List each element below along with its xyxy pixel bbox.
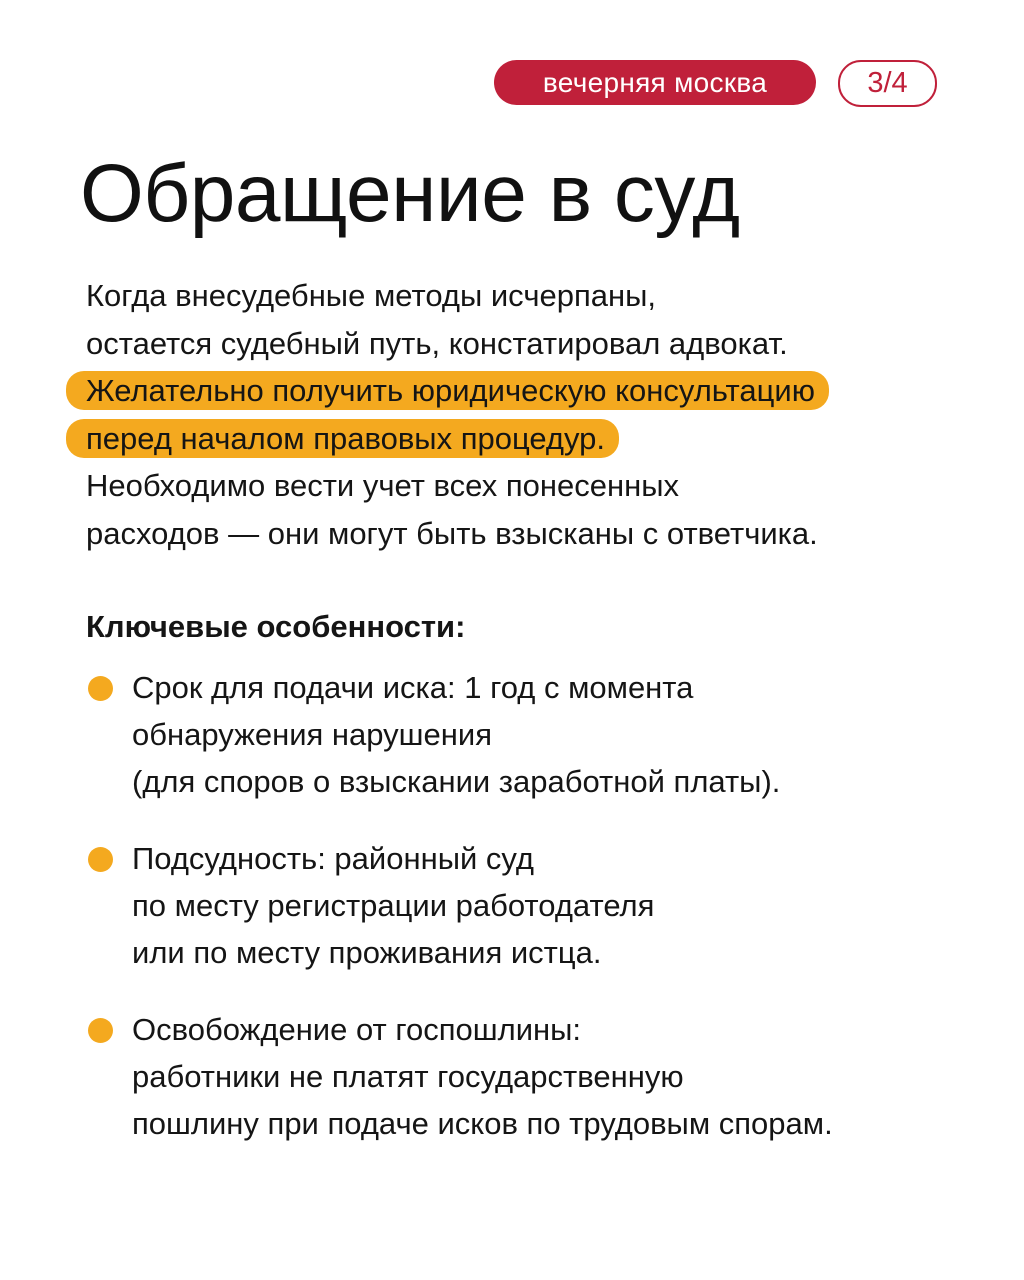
section-heading: Ключевые особенности: <box>86 609 466 644</box>
brand-badge: вечерняя москва <box>494 60 816 105</box>
bullet-dot-icon <box>88 847 113 872</box>
page-title: Обращение в суд <box>80 148 740 239</box>
highlight-marker: перед началом правовых процедур. <box>66 419 619 458</box>
feature-line: работники не платят государственную <box>132 1059 684 1094</box>
feature-line: (для споров о взыскании заработной платы). <box>132 764 781 799</box>
highlight-marker: Желательно получить юридическую консультацию <box>66 371 829 410</box>
feature-line: Освобождение от госпошлины: <box>132 1012 582 1047</box>
intro-line: остается судебный путь, констатировал адвокат. <box>86 325 788 361</box>
intro-line-highlighted <box>86 367 986 415</box>
page-counter: 3/4 <box>838 60 937 107</box>
bullet-dot-icon <box>88 676 113 701</box>
intro-line: расходов — они могут быть взысканы с ответчика. <box>86 515 818 551</box>
feature-line: или по месту проживания истца. <box>132 935 602 970</box>
feature-line: пошлину при подаче исков по трудовым спорам. <box>132 1106 833 1141</box>
feature-text <box>132 664 780 805</box>
intro-line-highlighted <box>86 415 986 463</box>
intro-line: Необходимо вести учет всех понесенных <box>86 468 679 504</box>
intro-line: Когда внесудебные методы исчерпаны, <box>86 278 657 313</box>
feature-line: обнаружения нарушения <box>132 717 492 752</box>
feature-line: по месту регистрации работодателя <box>132 888 655 923</box>
feature-line: Срок для подачи иска: 1 год с момента <box>132 670 694 705</box>
feature-text <box>132 835 654 976</box>
bullet-dot-icon <box>88 1018 113 1043</box>
feature-line: Подсудность: районный суд <box>132 841 534 876</box>
feature-text <box>132 1006 833 1147</box>
intro-paragraph <box>86 272 986 558</box>
